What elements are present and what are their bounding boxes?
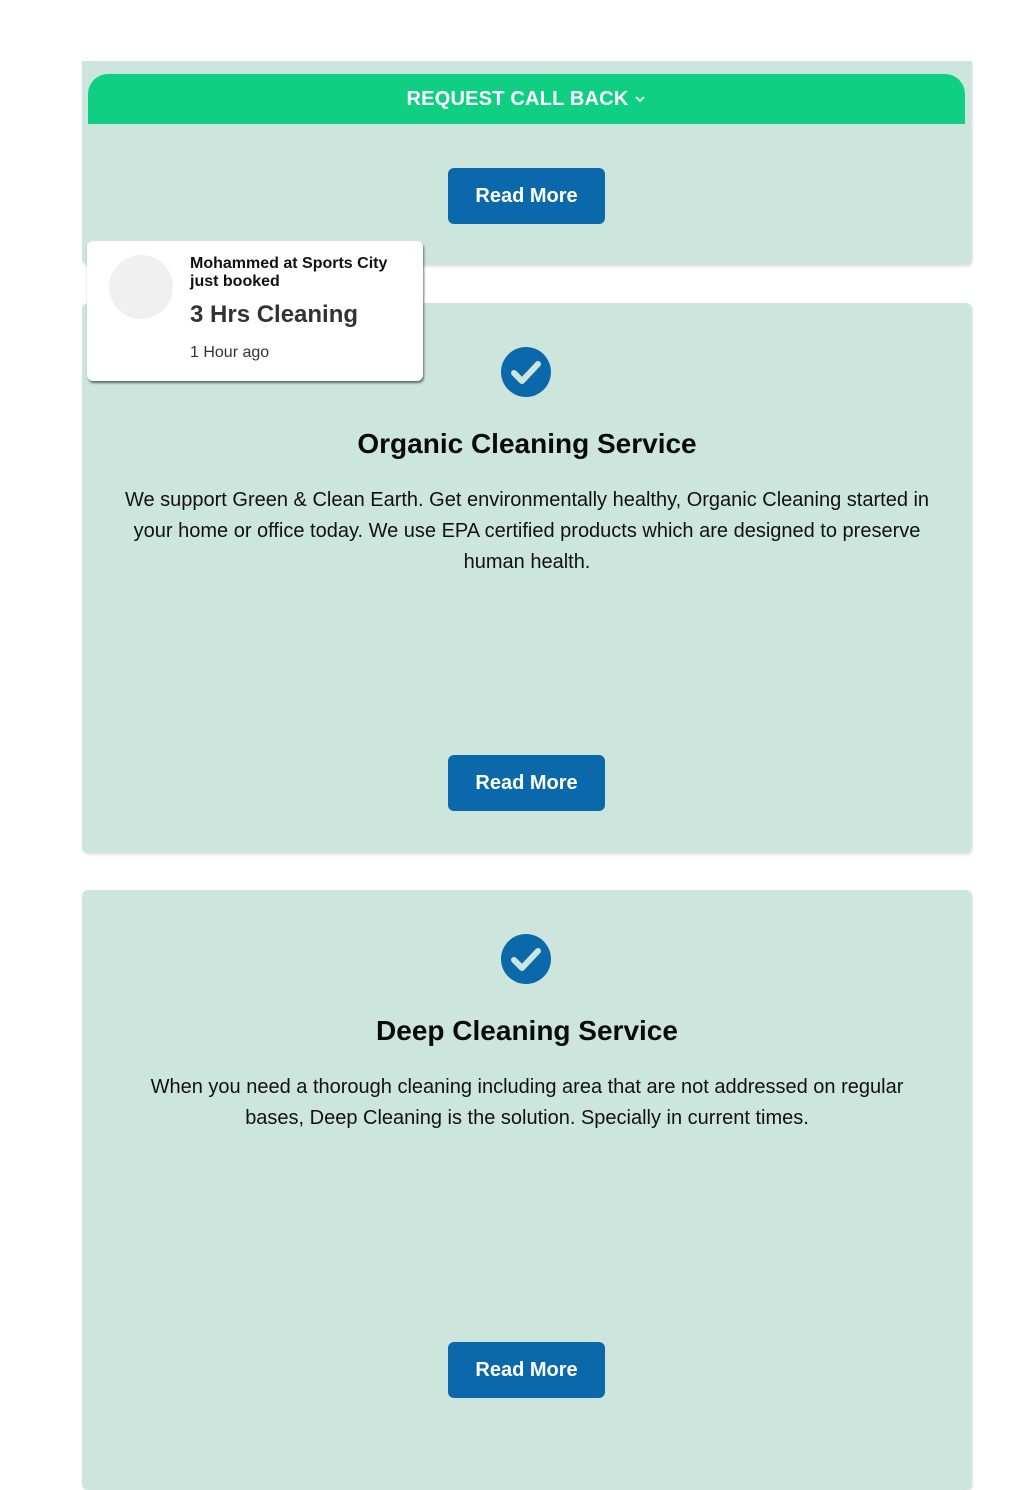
chevron-down-icon bbox=[634, 93, 646, 105]
booking-customer-text: Mohammed at Sports City just booked bbox=[190, 255, 388, 290]
service-description: When you need a thorough cleaning including area that are not addressed on regular bases, Deep Cleaning is the solution. Specially in current times. bbox=[150, 1076, 904, 1129]
read-more-button[interactable]: Read More bbox=[448, 755, 605, 811]
avatar bbox=[109, 255, 173, 319]
check-circle-icon bbox=[501, 347, 551, 397]
booking-time-text: 1 Hour ago bbox=[190, 344, 270, 361]
service-title: Organic Cleaning Service bbox=[357, 428, 697, 459]
service-card-deep bbox=[82, 890, 972, 1490]
service-description: We support Green & Clean Earth. Get environmentally healthy, Organic Cleaning started in your home or office today. We use EPA certified products which are designed to preserve human health. bbox=[124, 489, 930, 573]
request-call-back-label: REQUEST CALL BACK bbox=[406, 87, 629, 110]
booking-notification[interactable] bbox=[87, 241, 423, 381]
check-circle-icon bbox=[501, 934, 551, 984]
read-more-button[interactable]: Read More bbox=[448, 1342, 605, 1398]
top-service-card bbox=[82, 61, 972, 265]
read-more-button[interactable]: Read More bbox=[448, 168, 605, 224]
request-call-back-button[interactable] bbox=[88, 74, 965, 124]
service-title: Deep Cleaning Service bbox=[376, 1015, 678, 1046]
booking-service-text: 3 Hrs Cleaning bbox=[190, 301, 359, 328]
service-card-organic bbox=[82, 303, 972, 853]
